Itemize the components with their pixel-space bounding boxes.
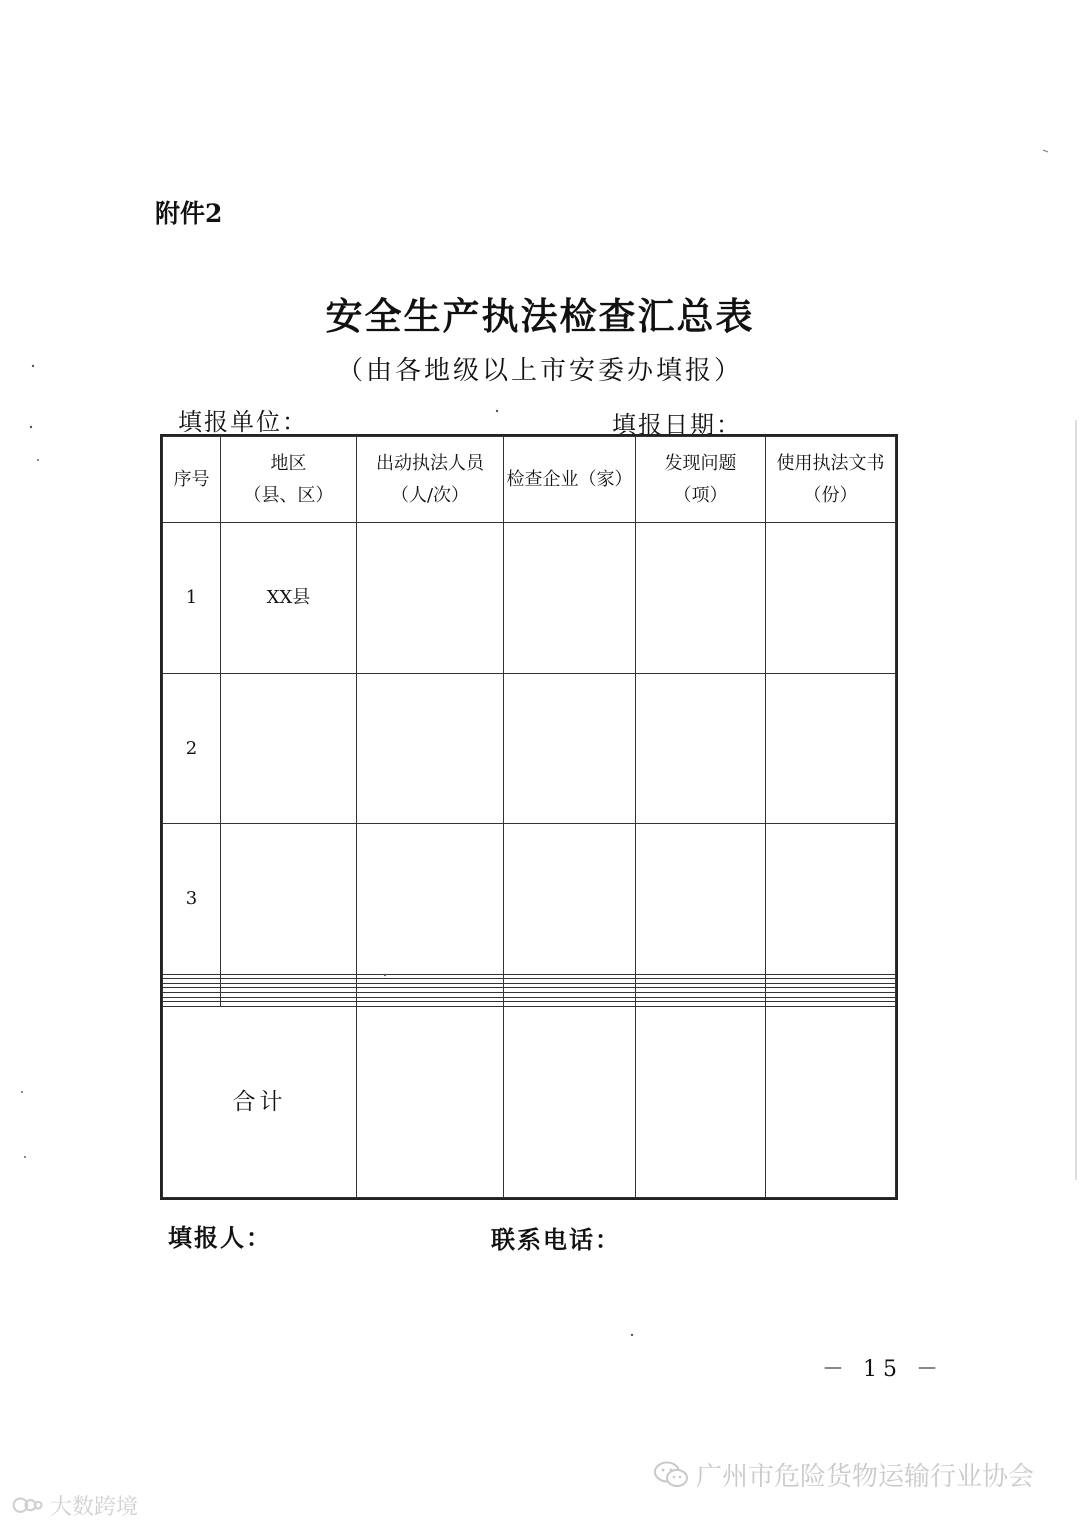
table-row <box>163 824 896 975</box>
row-region <box>221 673 357 824</box>
watermark-association <box>652 1456 1034 1493</box>
header-cell-no: 序号 <box>163 437 221 523</box>
header-cell-enterprises: 检查企业（家） <box>504 437 636 523</box>
phone-label: 联系电话： <box>491 1225 621 1254</box>
cell-documents <box>766 523 896 674</box>
row-region <box>221 824 357 975</box>
report-date-label: 填报日期： <box>612 411 742 439</box>
watermark-brand <box>12 1490 138 1521</box>
table-row <box>163 673 896 824</box>
cell-enterprises <box>504 523 636 674</box>
cell-officers <box>357 673 504 824</box>
cell-enterprises <box>504 824 636 975</box>
cell-documents-total <box>766 1006 896 1197</box>
watermark-association-text: 广州市危险货物运输行业协会 <box>696 1462 1035 1492</box>
cell-problems <box>636 824 766 975</box>
header-cell-documents: 使用执法文书 （份） <box>766 437 896 523</box>
logo-icon <box>12 1493 44 1519</box>
summary-table <box>160 434 898 1200</box>
page-number: － 15 － <box>822 1357 944 1382</box>
cell-problems <box>636 523 766 674</box>
header-cell-problems: 发现问题 （项） <box>636 437 766 523</box>
cell-officers-total <box>357 1006 504 1197</box>
cell-problems <box>636 673 766 824</box>
cell-officers <box>357 824 504 975</box>
cell-problems-total <box>636 1006 766 1197</box>
cell-documents <box>766 824 896 975</box>
report-unit-label: 填报单位： <box>178 408 308 436</box>
row-no: 2 <box>163 673 221 824</box>
cell-enterprises <box>504 673 636 824</box>
wechat-icon <box>652 1460 690 1490</box>
header-cell-region: 地区 （县、区） <box>221 437 357 523</box>
total-label: 合计 <box>163 1006 357 1197</box>
header-cell-officers: 出动执法人员 （人/次） <box>357 437 504 523</box>
watermark-brand-text: 大数跨境 <box>50 1495 139 1520</box>
cell-officers <box>357 523 504 674</box>
total-row <box>163 1006 896 1197</box>
row-region: XX县 <box>221 523 357 674</box>
attachment-label: 附件2 <box>155 199 223 228</box>
table-row <box>163 523 896 674</box>
row-no: 1 <box>163 523 221 674</box>
document-title: 安全生产执法检查汇总表 <box>325 294 755 338</box>
cell-documents <box>766 673 896 824</box>
row-no: 3 <box>163 824 221 975</box>
table-header-row <box>163 437 896 523</box>
document-subtitle: （由各地级以上市安委办填报） <box>336 356 743 386</box>
reporter-label: 填报人： <box>168 1223 272 1252</box>
cell-enterprises-total <box>504 1006 636 1197</box>
